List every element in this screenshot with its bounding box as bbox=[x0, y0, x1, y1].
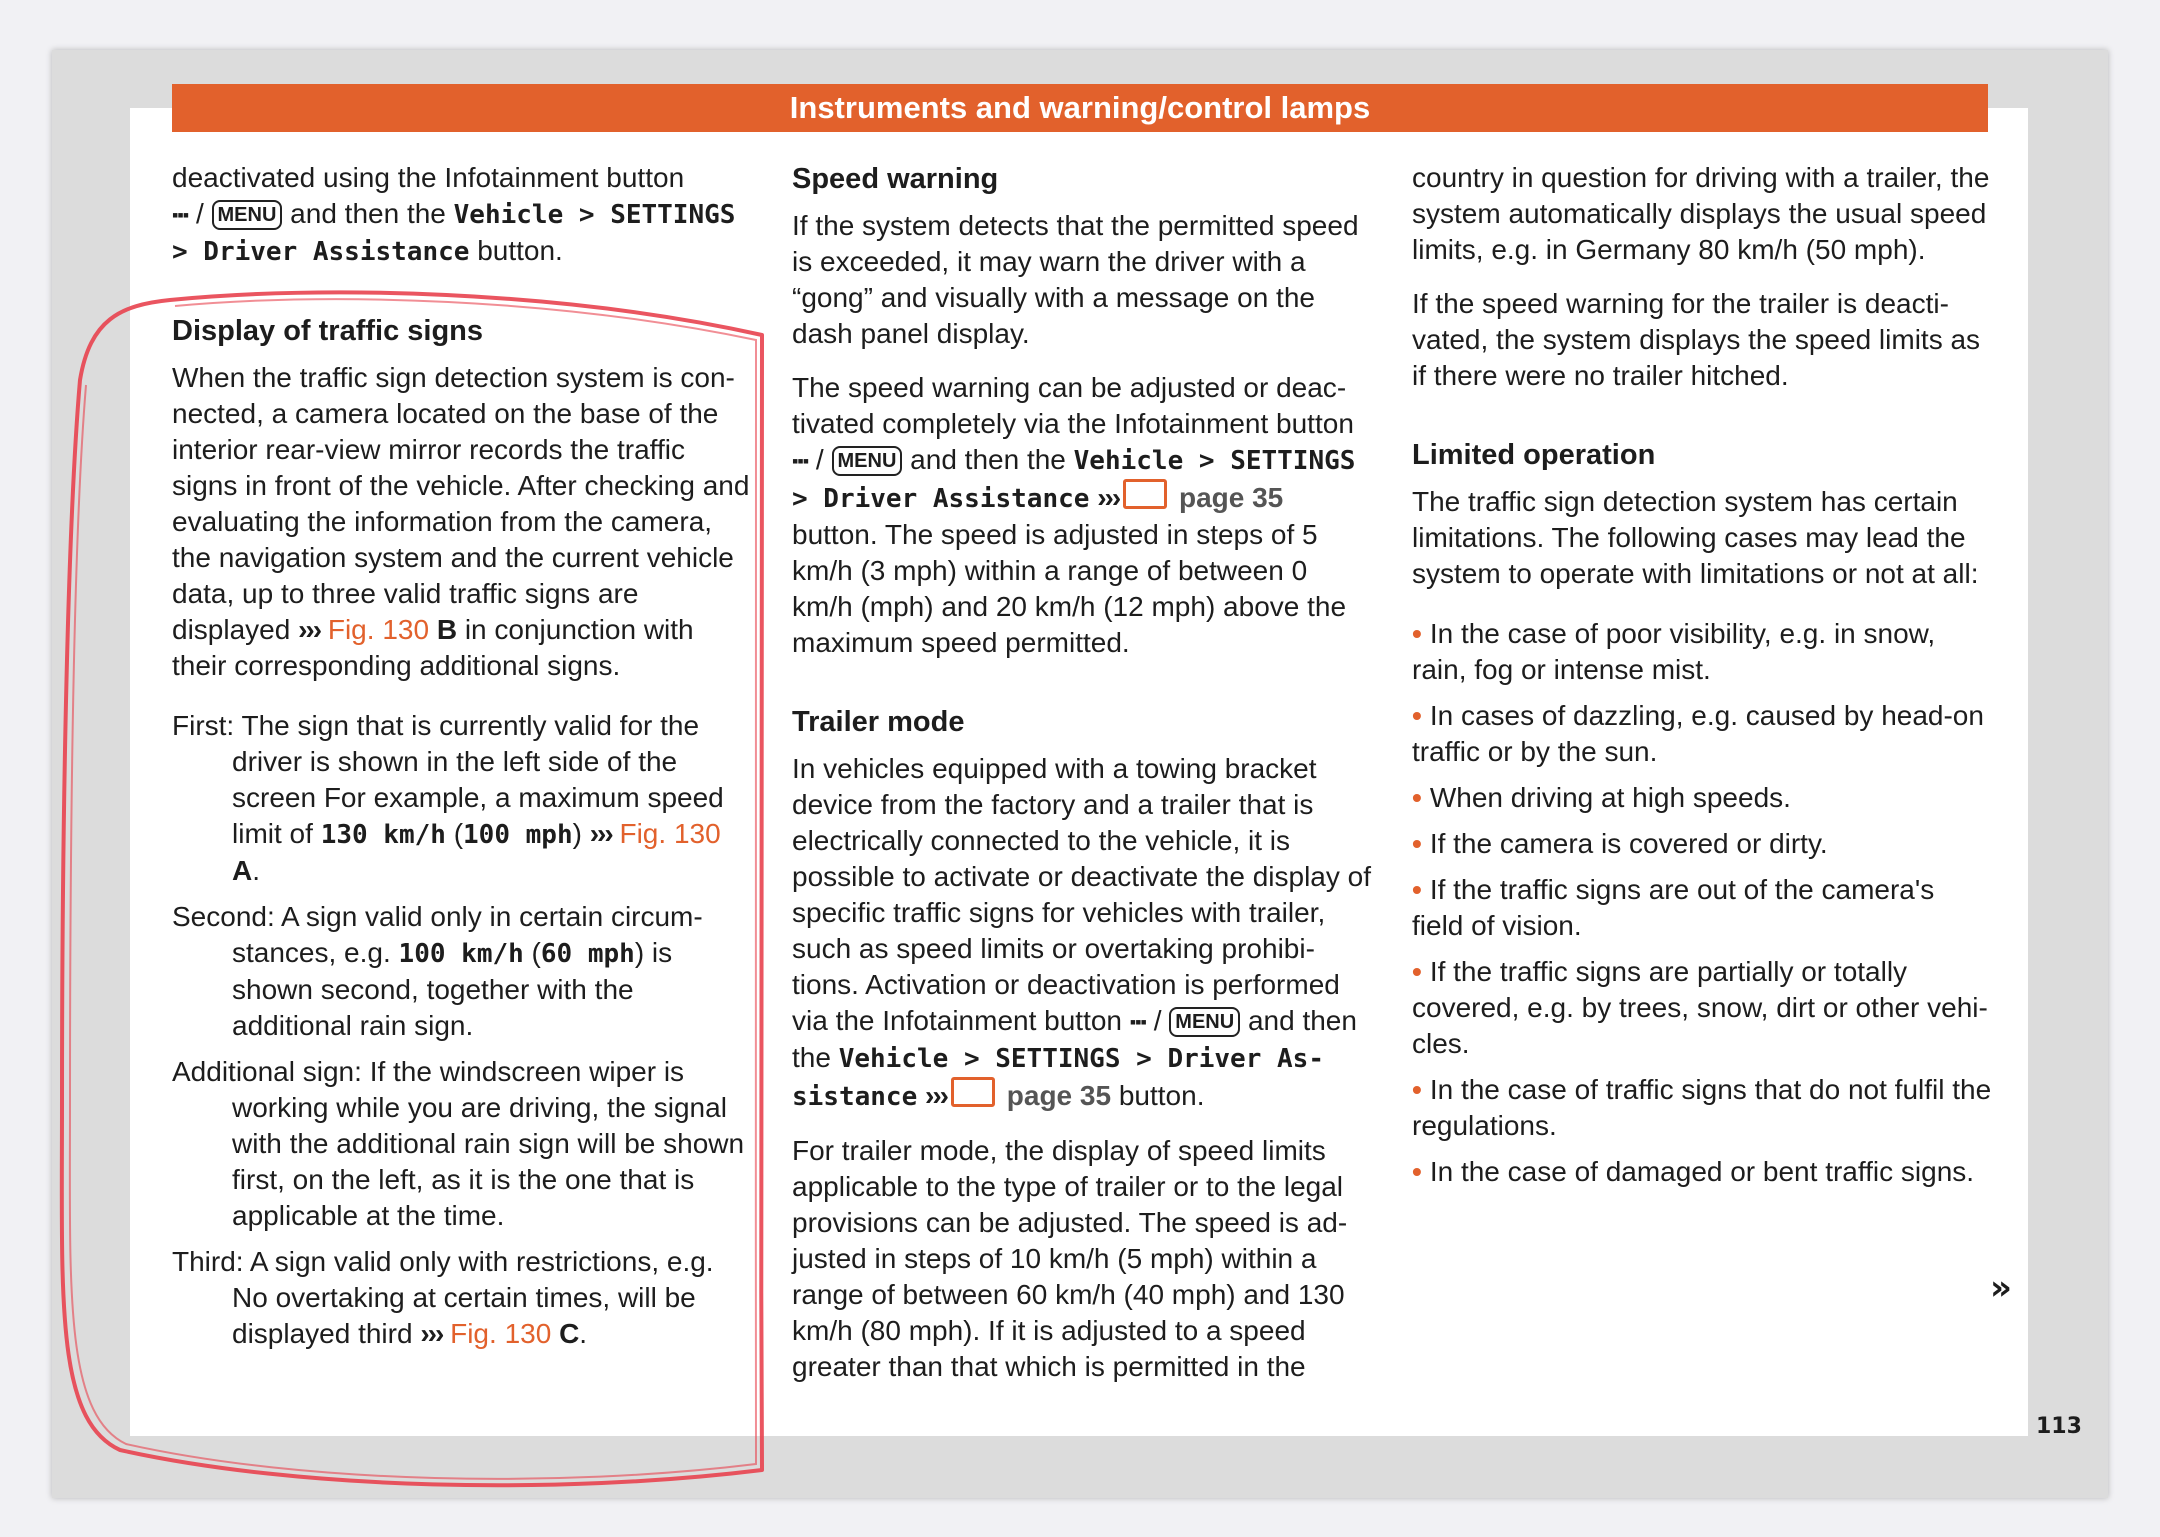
list-item: • In cases of dazzling, e.g. caused by head-on traffic or by the sun. bbox=[1412, 700, 1984, 767]
grid-icon: ▪▪▪ bbox=[1129, 1012, 1146, 1032]
trailer-mode-paragraph: In vehicles equipped with a towing bracket device from the factory and a trailer that is electrically connected to the vehicle, it is possible to activate or deactivate the display of specific traffic signs for vehicles with trailer, such as speed limits or overtaking prohibitions. Activation or deactivation is performed via the Infotainment button ▪▪▪ / MENU and then the Vehicle > SETTINGS > Driver Assistance ››› page 35 button. bbox=[792, 753, 1372, 1112]
page-link[interactable]: page 35 bbox=[1006, 1080, 1112, 1111]
intro-paragraph: deactivated using the Infotainment button ▪▪▪ / MENU and then the Vehicle > SETTINGS > Driver Assistance button. bbox=[172, 162, 736, 267]
trailer-country-paragraph: country in question for driving with a trailer, the system automatically displays the usual speed limits, e.g. in Germany 80 km/h (50 mph). bbox=[1412, 162, 1990, 265]
figure-link[interactable]: Fig. 130 bbox=[450, 1318, 552, 1349]
list-item: • If the traffic signs are out of the camera's field of vision. bbox=[1412, 874, 1935, 941]
page-number: 113 bbox=[2036, 1414, 2082, 1439]
list-item: • If the traffic signs are partially or totally covered, e.g. by trees, snow, dirt or other vehicles. bbox=[1412, 956, 1988, 1059]
traffic-signs-paragraph: When the traffic sign detection system is connected, a camera located on the base of the interior rear-view mirror records the traffic signs in front of the vehicle. After checking and evaluating the information from the camera, the navigation system and the current vehicle data, up to three valid traffic signs are displayed ››› Fig. 130 B in conjunction with their corresponding additional signs. bbox=[172, 362, 750, 681]
speed-warning-settings-paragraph: The speed warning can be adjusted or deactivated completely via the Infotainment button ▪▪▪ / MENU and then the Vehicle > SETTINGS > Driver Assistance ››› page 35 button. The speed is adjusted in steps of 5 km/h (3 mph) within a range of between 0 km/h (mph) and 20 km/h (12 mph) above the maximum speed permitted. bbox=[792, 372, 1356, 658]
trailer-speed-paragraph: For trailer mode, the display of speed limits applicable to the type of trailer or to the legal provisions can be adjusted. The speed is adjusted in steps of 10 km/h (5 mph) within a range of between 60 km/h (40 mph) and 130 km/h (80 mph). If it is adjusted to a speed greater than that which is permitted in the bbox=[792, 1135, 1348, 1382]
list-item: • In the case of traffic signs that do not fulfil the regulations. bbox=[1412, 1074, 1992, 1141]
section-heading-traffic-signs: Display of traffic signs bbox=[172, 315, 484, 347]
definition-additional: Additional sign: If the windscreen wiper is working while you are driving, the signal with the additional rain sign will be shown first, on the left, as it is the one that is applicable at the time. bbox=[172, 1056, 745, 1231]
list-item: • If the camera is covered or dirty. bbox=[1412, 828, 1828, 859]
section-heading-limited-operation: Limited operation bbox=[1412, 439, 1656, 471]
section-heading-speed-warning: Speed warning bbox=[792, 163, 999, 195]
list-item: • In the case of damaged or bent traffic signs. bbox=[1412, 1156, 1975, 1187]
grid-icon: ▪▪▪ bbox=[792, 451, 809, 471]
menu-key-icon: MENU bbox=[1169, 1007, 1240, 1037]
figure-link[interactable]: Fig. 130 bbox=[327, 614, 430, 645]
grid-icon: ▪▪▪ bbox=[172, 205, 189, 225]
list-item: • When driving at high speeds. bbox=[1412, 782, 1791, 813]
menu-key-icon: MENU bbox=[832, 446, 903, 476]
definition-first: First: The sign that is currently valid for the driver is shown in the left side of the screen For example, a maximum speed limit of 130 km/h (100 mph) ››› Fig. 130 A. bbox=[172, 710, 724, 886]
definition-second: Second: A sign valid only in certain circumstances, e.g. 100 km/h (60 mph) is shown second, together with the additional rain sign. bbox=[172, 901, 703, 1041]
page-link[interactable]: page 35 bbox=[1178, 482, 1284, 513]
section-heading-trailer-mode: Trailer mode bbox=[792, 706, 965, 738]
figure-link[interactable]: Fig. 130 bbox=[619, 818, 721, 849]
definition-third: Third: A sign valid only with restrictions, e.g. No overtaking at certain times, will be displayed third ››› Fig. 130 C. bbox=[172, 1246, 714, 1349]
section-banner: Instruments and warning/control lamps bbox=[172, 84, 1988, 132]
list-item: • In the case of poor visibility, e.g. in snow, rain, fog or intense mist. bbox=[1412, 618, 1936, 685]
trailer-deactivated-paragraph: If the speed warning for the trailer is deactivated, the system displays the speed limits as if there were no trailer hitched. bbox=[1412, 288, 1981, 391]
menu-key-icon: MENU bbox=[212, 200, 283, 230]
speed-warning-paragraph: If the system detects that the permitted speed is exceeded, it may warn the driver with a “gong” and visually with a message on the dash panel display. bbox=[792, 210, 1359, 349]
limited-operation-paragraph: The traffic sign detection system has certain limitations. The following cases may lead the system to operate with limitations or not at all: bbox=[1412, 486, 1979, 589]
continue-marker: » bbox=[1990, 1268, 2012, 1308]
